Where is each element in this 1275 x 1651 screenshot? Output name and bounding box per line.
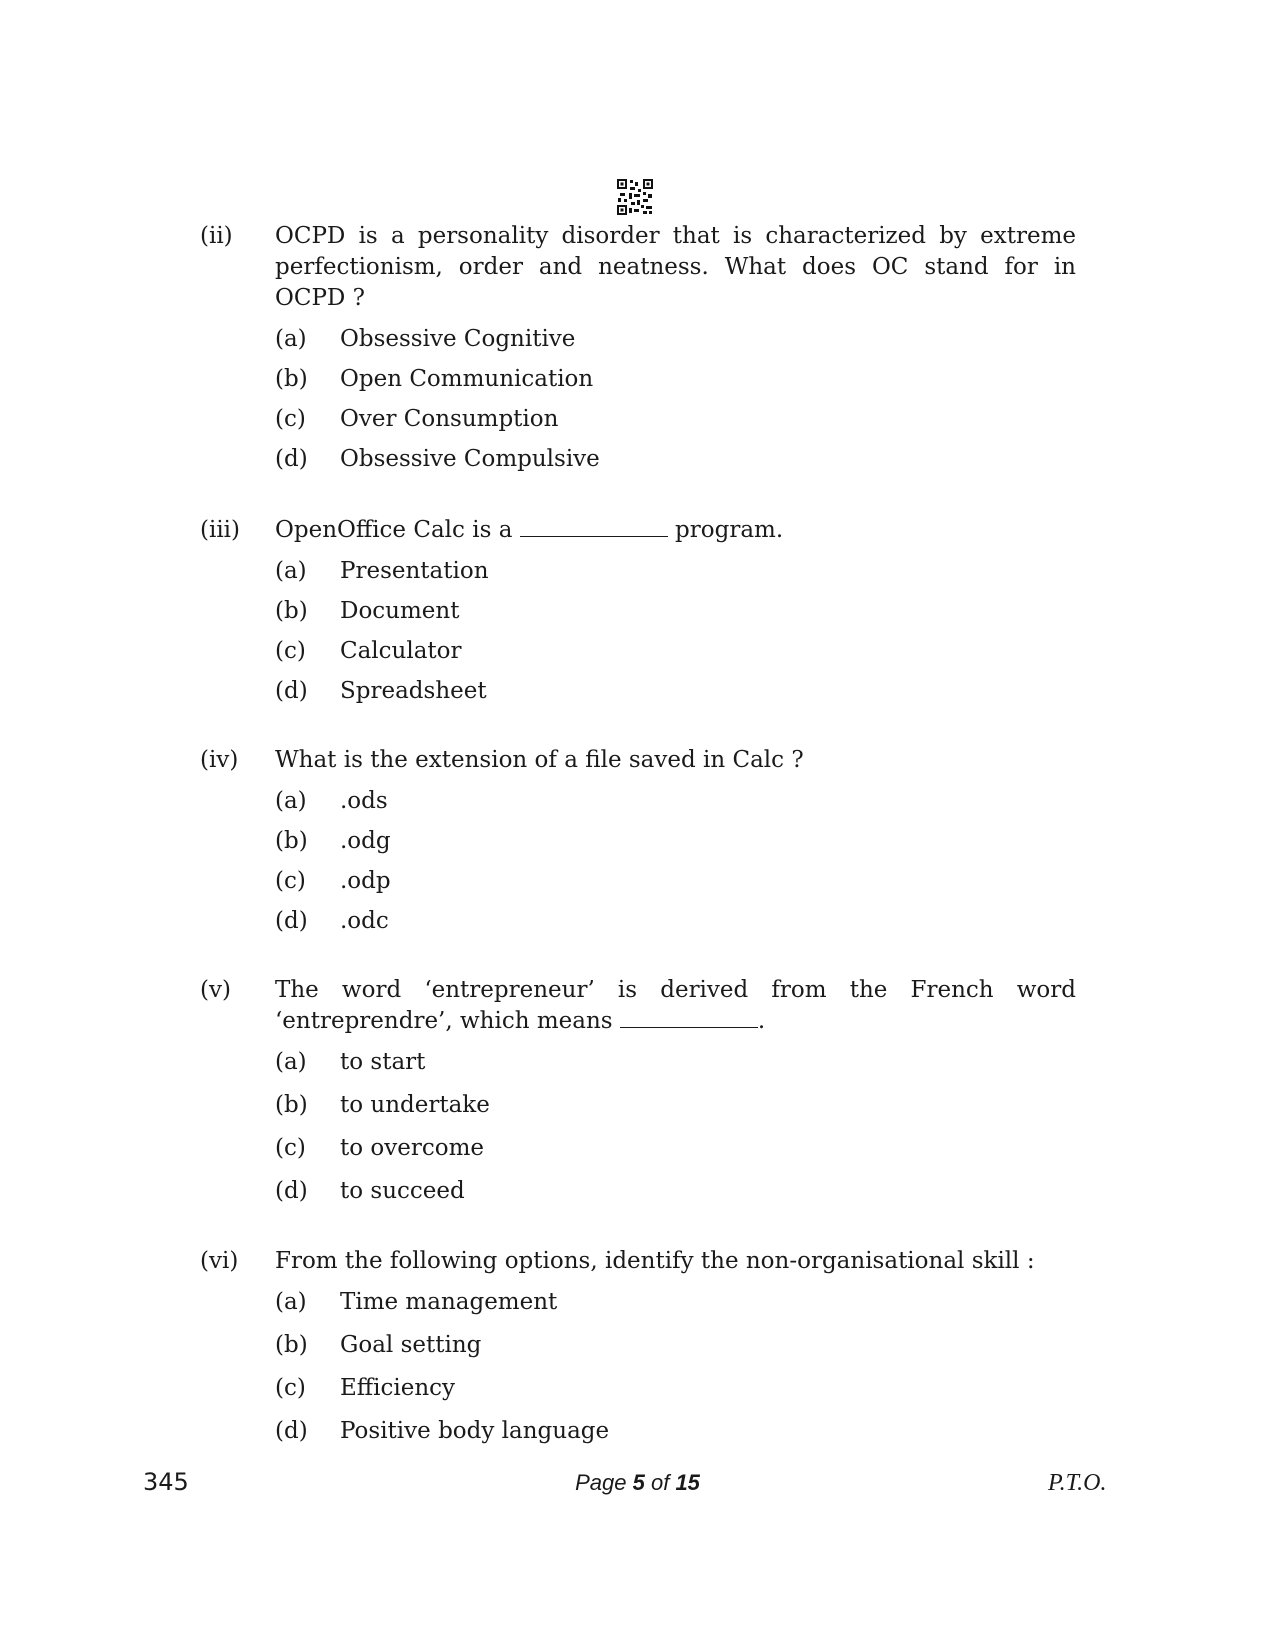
option-text: to succeed bbox=[340, 1178, 465, 1204]
question-number: (ii) bbox=[200, 223, 233, 249]
option-d bbox=[275, 444, 1076, 475]
option-text: to undertake bbox=[340, 1092, 490, 1118]
option-c bbox=[275, 636, 1076, 667]
question-text-end: . bbox=[757, 1008, 766, 1034]
page-current: 5 bbox=[632, 1470, 645, 1495]
options-list bbox=[275, 1287, 1076, 1447]
option-c bbox=[275, 866, 1076, 897]
option-label: (d) bbox=[275, 678, 308, 704]
option-text: .odc bbox=[340, 908, 389, 934]
option-label: (a) bbox=[275, 1289, 307, 1315]
option-label: (a) bbox=[275, 788, 307, 814]
option-c bbox=[275, 404, 1076, 435]
option-label: (b) bbox=[275, 1332, 308, 1358]
question-iv bbox=[200, 745, 1076, 937]
option-text: Spreadsheet bbox=[340, 678, 487, 704]
option-text: Goal setting bbox=[340, 1332, 482, 1358]
question-number: (v) bbox=[200, 977, 231, 1003]
question-ii bbox=[200, 221, 1076, 475]
option-b bbox=[275, 826, 1076, 857]
pto-label: P.T.O. bbox=[1048, 1470, 1107, 1496]
option-label: (d) bbox=[275, 1178, 308, 1204]
page-total: 15 bbox=[675, 1470, 700, 1495]
option-text: Open Communication bbox=[340, 366, 594, 392]
question-text: OCPD is a personality disorder that is characterized by extreme perfectionism, order and neatness. What does OC stand for in OCPD ? bbox=[275, 223, 1076, 311]
option-a bbox=[275, 1047, 1076, 1078]
option-label: (d) bbox=[275, 446, 308, 472]
option-a bbox=[275, 786, 1076, 817]
option-d bbox=[275, 906, 1076, 937]
option-text: Positive body language bbox=[340, 1418, 610, 1444]
option-label: (c) bbox=[275, 638, 306, 664]
question-number: (iv) bbox=[200, 747, 239, 773]
option-text: Efficiency bbox=[340, 1375, 456, 1401]
option-label: (a) bbox=[275, 558, 307, 584]
question-vi bbox=[200, 1246, 1076, 1447]
option-label: (b) bbox=[275, 828, 308, 854]
option-d bbox=[275, 676, 1076, 707]
qr-code-icon bbox=[617, 179, 653, 215]
options-list bbox=[275, 324, 1076, 475]
option-label: (c) bbox=[275, 406, 306, 432]
question-text bbox=[275, 515, 1076, 546]
option-label: (d) bbox=[275, 1418, 308, 1444]
option-label: (c) bbox=[275, 868, 306, 894]
page-prefix: Page bbox=[575, 1470, 627, 1495]
options-list bbox=[275, 786, 1076, 937]
option-text: Over Consumption bbox=[340, 406, 559, 432]
question-text-start: OpenOffice Calc is a bbox=[275, 517, 513, 543]
question-text: From the following options, identify the non-organisational skill : bbox=[275, 1248, 1035, 1274]
option-text: Document bbox=[340, 598, 460, 624]
option-b bbox=[275, 1090, 1076, 1121]
question-number: (vi) bbox=[200, 1248, 239, 1274]
option-label: (a) bbox=[275, 1049, 307, 1075]
option-text: Presentation bbox=[340, 558, 489, 584]
question-text-start: The word ‘entrepreneur’ is derived from the French word ‘entreprendre’, which means bbox=[275, 977, 1076, 1034]
option-label: (b) bbox=[275, 1092, 308, 1118]
paper-code: 345 bbox=[143, 1468, 189, 1496]
option-text: to start bbox=[340, 1049, 426, 1075]
option-text: Obsessive Cognitive bbox=[340, 326, 576, 352]
option-b bbox=[275, 596, 1076, 627]
fill-blank bbox=[520, 516, 668, 537]
option-label: (c) bbox=[275, 1375, 306, 1401]
option-c bbox=[275, 1133, 1076, 1164]
option-d bbox=[275, 1416, 1076, 1447]
options-list bbox=[275, 1047, 1076, 1207]
option-label: (b) bbox=[275, 366, 308, 392]
option-c bbox=[275, 1373, 1076, 1404]
option-label: (b) bbox=[275, 598, 308, 624]
option-a bbox=[275, 556, 1076, 587]
option-label: (d) bbox=[275, 908, 308, 934]
option-label: (a) bbox=[275, 326, 307, 352]
option-text: .ods bbox=[340, 788, 388, 814]
question-v bbox=[200, 975, 1076, 1207]
option-text: .odp bbox=[340, 868, 391, 894]
option-text: .odg bbox=[340, 828, 391, 854]
question-text: What is the extension of a file saved in Calc ? bbox=[275, 747, 804, 773]
option-b bbox=[275, 364, 1076, 395]
fill-blank bbox=[620, 1007, 758, 1028]
option-text: Obsessive Compulsive bbox=[340, 446, 600, 472]
question-text bbox=[275, 975, 1076, 1037]
option-text: to overcome bbox=[340, 1135, 484, 1161]
option-a bbox=[275, 324, 1076, 355]
option-text: Calculator bbox=[340, 638, 462, 664]
question-text-end: program. bbox=[675, 517, 784, 543]
option-d bbox=[275, 1176, 1076, 1207]
option-text: Time management bbox=[340, 1289, 558, 1315]
option-label: (c) bbox=[275, 1135, 306, 1161]
option-a bbox=[275, 1287, 1076, 1318]
question-iii bbox=[200, 515, 1076, 707]
option-b bbox=[275, 1330, 1076, 1361]
options-list bbox=[275, 556, 1076, 707]
page-of: of bbox=[650, 1470, 670, 1495]
question-number: (iii) bbox=[200, 517, 241, 543]
